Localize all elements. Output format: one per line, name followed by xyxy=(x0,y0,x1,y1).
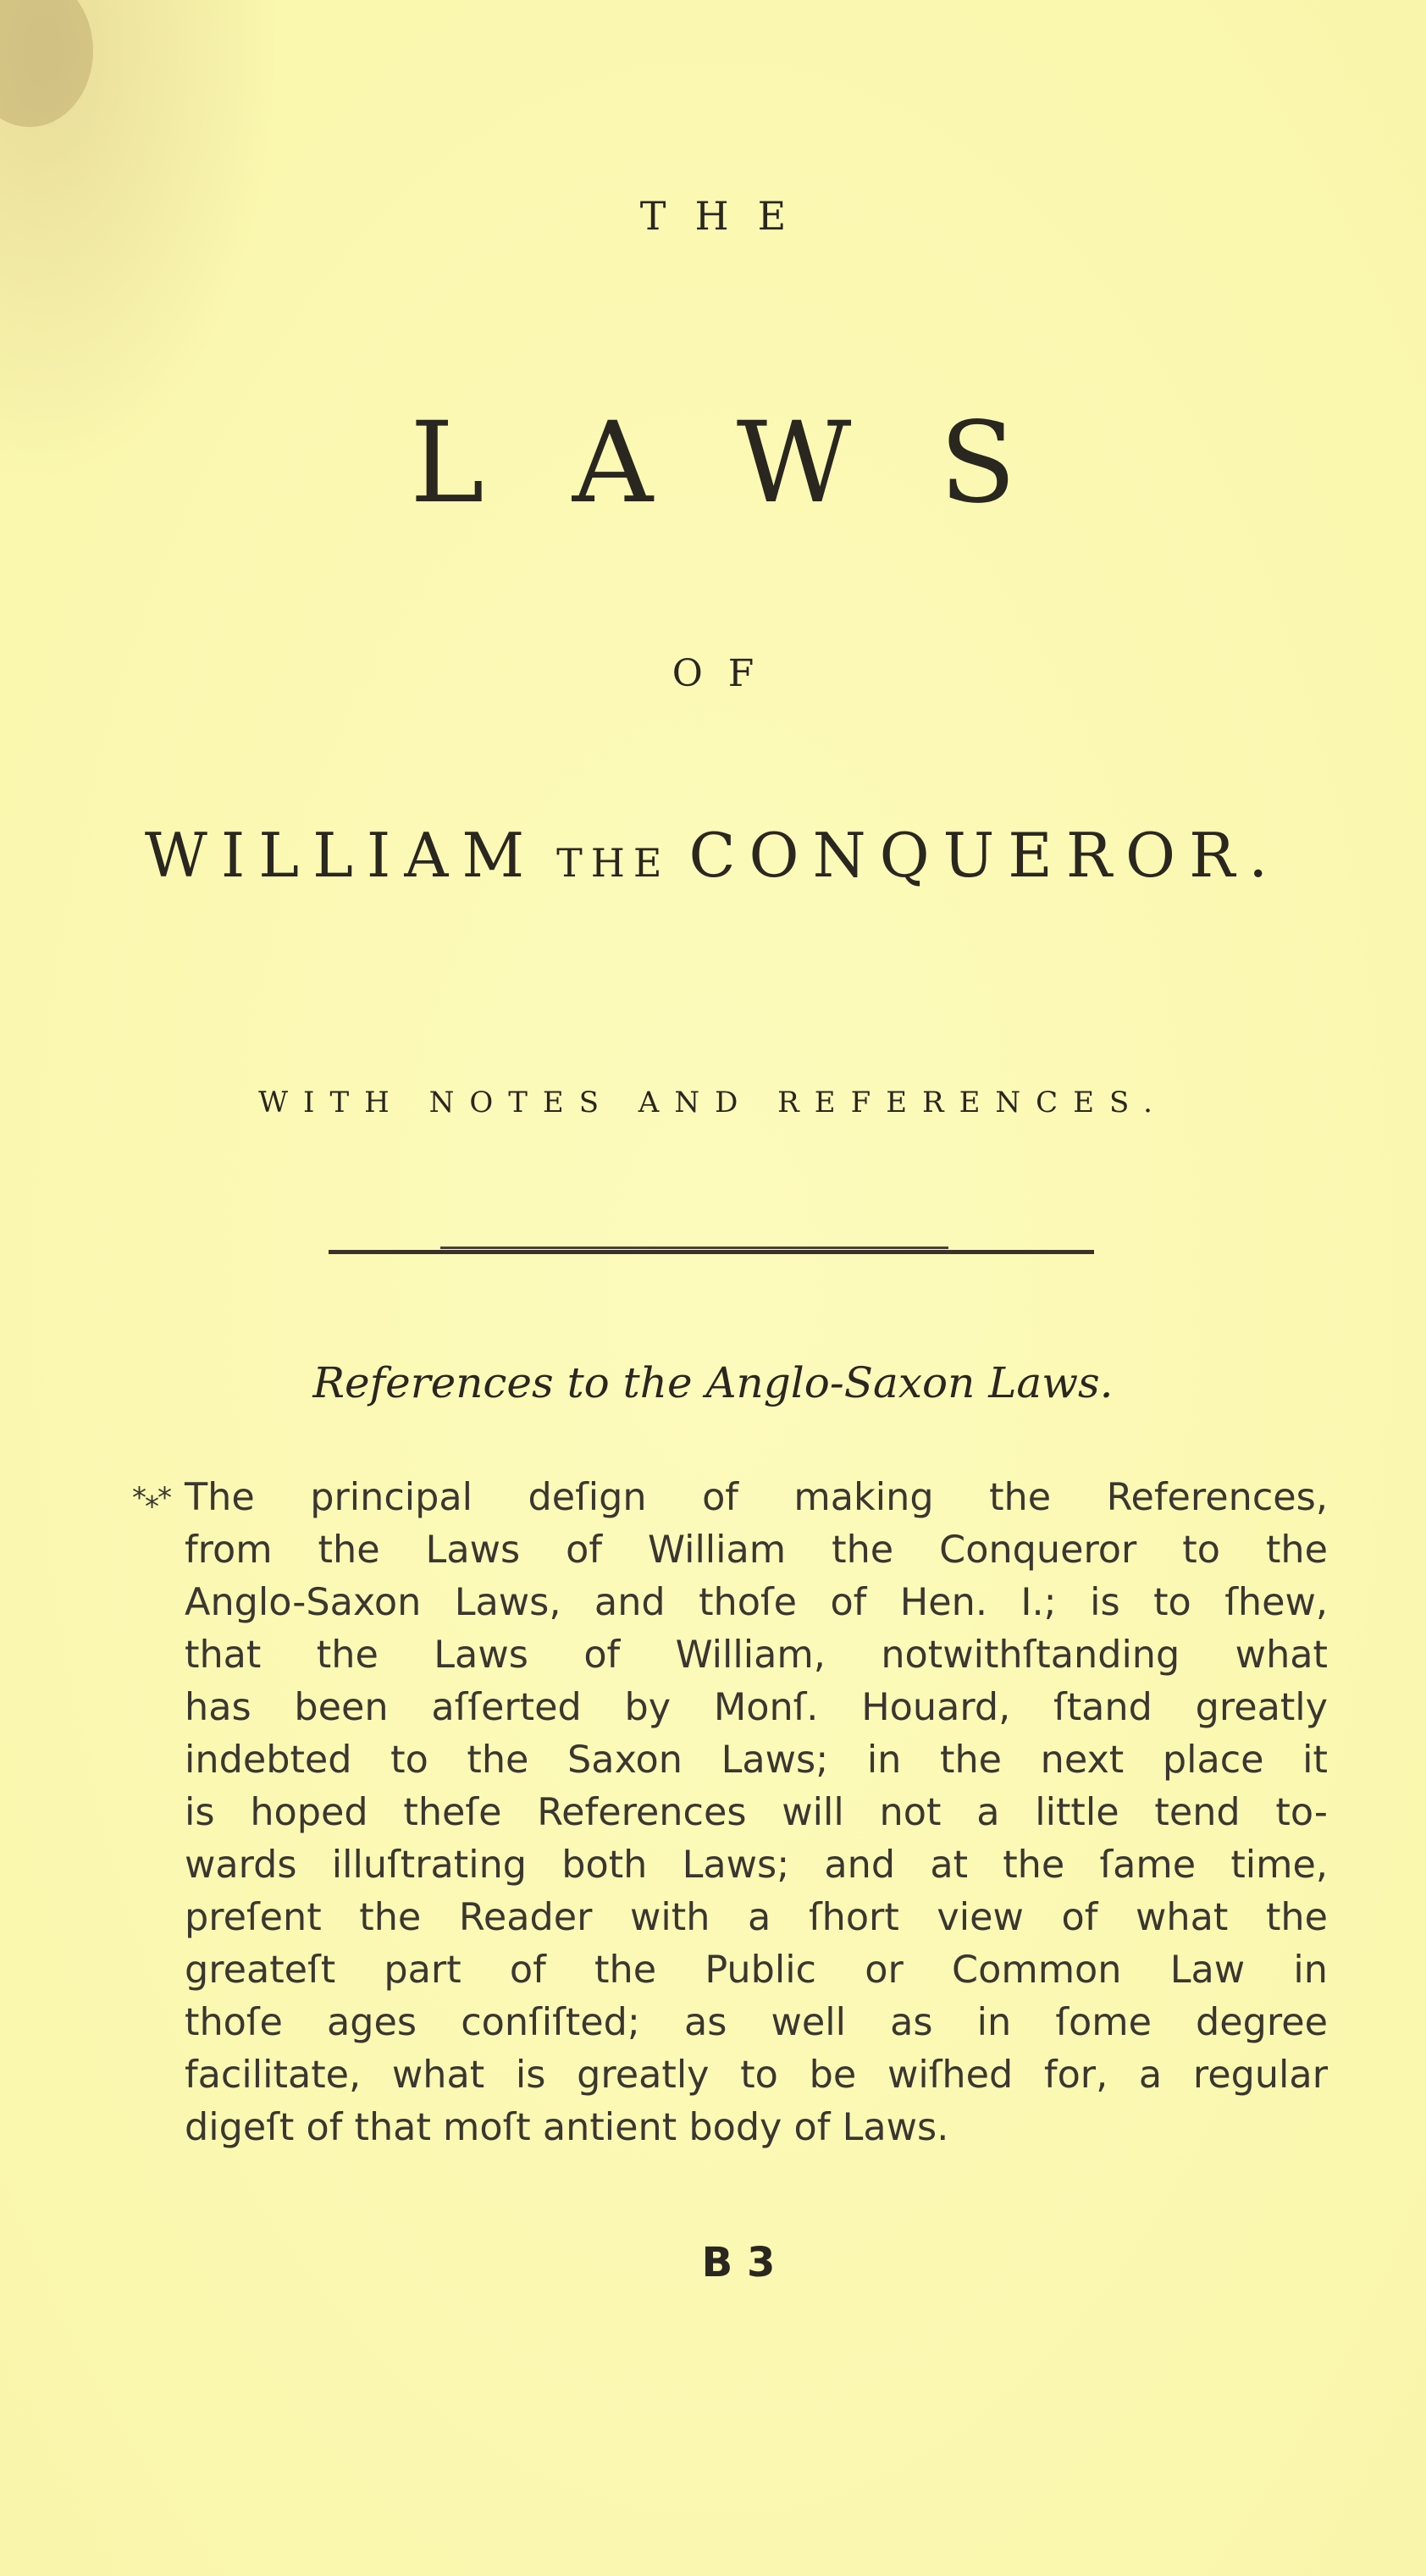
body-line: from the Laws of William the Conqueror to the xyxy=(185,1528,1328,1572)
title-the-small: THE xyxy=(556,840,671,886)
body-line: is hoped theſe References will not a little tend to- xyxy=(185,1791,1328,1834)
body-line: greateſt part of the Public or Common Law in xyxy=(185,1949,1328,1992)
divider-rule xyxy=(329,1250,1094,1254)
title-conqueror: CONQUEROR. xyxy=(688,820,1282,891)
body-line: indebted to the Saxon Laws; in the next place it xyxy=(185,1739,1328,1782)
body-line: that the Laws of William, notwithſtanding what xyxy=(185,1633,1328,1677)
title-laws: LAWS xyxy=(410,398,1104,528)
body-line: The principal deſign of making the References, xyxy=(185,1476,1328,1519)
body-line: Anglo-Saxon Laws, and thoſe of Hen. I.; is to ſhew, xyxy=(185,1581,1328,1624)
body-paragraph xyxy=(132,1472,1328,2154)
paper-stain xyxy=(0,0,93,127)
signature-mark: B 3 xyxy=(701,2239,776,2286)
section-heading: References to the Anglo-Saxon Laws. xyxy=(312,1358,1114,1407)
divider-rule-thick xyxy=(440,1247,948,1249)
title-of: OF xyxy=(672,652,780,695)
body-line: wards illuſtrating both Laws; and at the ſame time, xyxy=(185,1844,1328,1887)
title-the: THE xyxy=(639,193,815,239)
asterism: *⁎* xyxy=(132,1481,170,1515)
body-line: thoſe ages conſiſted; as well as in ſome degree xyxy=(185,2001,1328,2044)
subtitle: WITH NOTES AND REFERENCES. xyxy=(258,1086,1168,1119)
body-line: digeſt of that moſt antient body of Laws. xyxy=(185,2106,949,2149)
body-line: preſent the Reader with a ſhort view of what the xyxy=(185,1896,1328,1939)
body-line: facilitate, what is greatly to be wiſhed for, a regular xyxy=(185,2054,1328,2097)
title-william: WILLIAM xyxy=(144,820,539,891)
title-william-the-conqueror xyxy=(0,820,1426,891)
body-line: has been aſſerted by Monſ. Houard, ſtand greatly xyxy=(185,1686,1328,1729)
